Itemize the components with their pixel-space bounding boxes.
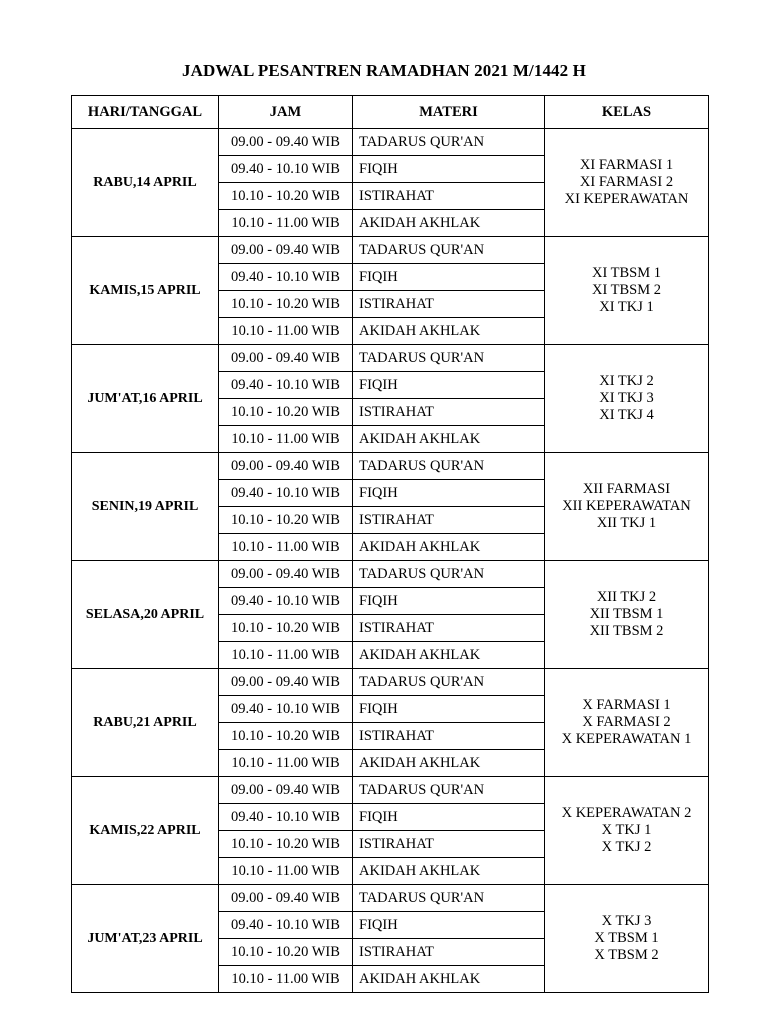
table-row xyxy=(72,453,709,480)
class-name: XII TBSM 2 xyxy=(589,623,664,639)
subject-cell: ISTIRAHAT xyxy=(353,291,545,318)
time-cell: 10.10 - 11.00 WIB xyxy=(219,858,353,885)
time-cell: 09.00 - 09.40 WIB xyxy=(219,777,353,804)
table-row xyxy=(72,561,709,588)
subject-cell: ISTIRAHAT xyxy=(353,507,545,534)
subject-cell: ISTIRAHAT xyxy=(353,723,545,750)
subject-cell: ISTIRAHAT xyxy=(353,183,545,210)
day-cell: JUM'AT,16 APRIL xyxy=(72,345,219,453)
class-name: X FARMASI 2 xyxy=(582,714,671,730)
time-cell: 10.10 - 11.00 WIB xyxy=(219,642,353,669)
time-cell: 10.10 - 11.00 WIB xyxy=(219,318,353,345)
table-row xyxy=(72,669,709,696)
subject-cell: FIQIH xyxy=(353,804,545,831)
subject-cell: TADARUS QUR'AN xyxy=(353,885,545,912)
day-cell: SELASA,20 APRIL xyxy=(72,561,219,669)
day-cell: RABU,21 APRIL xyxy=(72,669,219,777)
time-cell: 10.10 - 10.20 WIB xyxy=(219,615,353,642)
table-row xyxy=(72,237,709,264)
class-name: XII TKJ 1 xyxy=(596,515,657,531)
time-cell: 10.10 - 11.00 WIB xyxy=(219,750,353,777)
subject-cell: FIQIH xyxy=(353,264,545,291)
time-cell: 10.10 - 11.00 WIB xyxy=(219,210,353,237)
subject-cell: ISTIRAHAT xyxy=(353,615,545,642)
table-row xyxy=(72,885,709,912)
class-name: XII TKJ 2 xyxy=(596,589,657,605)
subject-cell: AKIDAH AKHLAK xyxy=(353,750,545,777)
class-cell xyxy=(545,777,709,885)
day-cell: SENIN,19 APRIL xyxy=(72,453,219,561)
subject-cell: TADARUS QUR'AN xyxy=(353,453,545,480)
time-cell: 10.10 - 11.00 WIB xyxy=(219,426,353,453)
class-name: XI TBSM 2 xyxy=(591,282,662,298)
subject-cell: TADARUS QUR'AN xyxy=(353,237,545,264)
header-time: JAM xyxy=(219,96,353,129)
class-name: XII TBSM 1 xyxy=(589,606,664,622)
time-cell: 10.10 - 10.20 WIB xyxy=(219,507,353,534)
day-cell: RABU,14 APRIL xyxy=(72,129,219,237)
class-cell xyxy=(545,885,709,993)
subject-cell: ISTIRAHAT xyxy=(353,399,545,426)
subject-cell: TADARUS QUR'AN xyxy=(353,345,545,372)
subject-cell: ISTIRAHAT xyxy=(353,831,545,858)
time-cell: 09.00 - 09.40 WIB xyxy=(219,561,353,588)
subject-cell: FIQIH xyxy=(353,588,545,615)
subject-cell: FIQIH xyxy=(353,156,545,183)
subject-cell: AKIDAH AKHLAK xyxy=(353,426,545,453)
subject-cell: ISTIRAHAT xyxy=(353,939,545,966)
time-cell: 10.10 - 10.20 WIB xyxy=(219,723,353,750)
subject-cell: FIQIH xyxy=(353,480,545,507)
class-name: XII FARMASI xyxy=(582,481,671,497)
subject-cell: TADARUS QUR'AN xyxy=(353,669,545,696)
class-name: X TBSM 2 xyxy=(594,947,659,963)
time-cell: 10.10 - 10.20 WIB xyxy=(219,183,353,210)
subject-cell: TADARUS QUR'AN xyxy=(353,129,545,156)
subject-cell: FIQIH xyxy=(353,912,545,939)
time-cell: 09.00 - 09.40 WIB xyxy=(219,237,353,264)
time-cell: 09.40 - 10.10 WIB xyxy=(219,588,353,615)
subject-cell: FIQIH xyxy=(353,372,545,399)
schedule-body xyxy=(72,129,709,993)
document-title: JADWAL PESANTREN RAMADHAN 2021 M/1442 H xyxy=(182,61,586,80)
subject-cell: AKIDAH AKHLAK xyxy=(353,858,545,885)
class-cell xyxy=(545,345,709,453)
time-cell: 09.00 - 09.40 WIB xyxy=(219,669,353,696)
class-cell xyxy=(545,129,709,237)
class-name: XII KEPERAWATAN xyxy=(562,498,691,514)
subject-cell: TADARUS QUR'AN xyxy=(353,561,545,588)
class-name: XI FARMASI 2 xyxy=(579,174,674,190)
time-cell: 10.10 - 10.20 WIB xyxy=(219,831,353,858)
day-cell: KAMIS,22 APRIL xyxy=(72,777,219,885)
header-subject: MATERI xyxy=(353,96,545,129)
class-name: XI TBSM 1 xyxy=(591,265,662,281)
time-cell: 10.10 - 10.20 WIB xyxy=(219,291,353,318)
table-row xyxy=(72,777,709,804)
time-cell: 09.40 - 10.10 WIB xyxy=(219,696,353,723)
time-cell: 09.40 - 10.10 WIB xyxy=(219,372,353,399)
time-cell: 10.10 - 11.00 WIB xyxy=(219,966,353,993)
schedule-table xyxy=(71,95,709,993)
day-cell: JUM'AT,23 APRIL xyxy=(72,885,219,993)
class-name: XI TKJ 4 xyxy=(599,407,654,423)
class-cell xyxy=(545,237,709,345)
subject-cell: AKIDAH AKHLAK xyxy=(353,642,545,669)
time-cell: 09.00 - 09.40 WIB xyxy=(219,453,353,480)
time-cell: 09.40 - 10.10 WIB xyxy=(219,480,353,507)
class-name: XI FARMASI 1 xyxy=(579,157,674,173)
subject-cell: TADARUS QUR'AN xyxy=(353,777,545,804)
class-cell xyxy=(545,561,709,669)
header-row xyxy=(72,96,709,129)
time-cell: 09.00 - 09.40 WIB xyxy=(219,885,353,912)
header-class: KELAS xyxy=(545,96,709,129)
class-name: X TKJ 2 xyxy=(601,839,652,855)
time-cell: 09.40 - 10.10 WIB xyxy=(219,156,353,183)
subject-cell: AKIDAH AKHLAK xyxy=(353,318,545,345)
class-cell xyxy=(545,669,709,777)
subject-cell: AKIDAH AKHLAK xyxy=(353,210,545,237)
subject-cell: AKIDAH AKHLAK xyxy=(353,966,545,993)
class-name: XI TKJ 1 xyxy=(599,299,654,315)
time-cell: 09.00 - 09.40 WIB xyxy=(219,345,353,372)
class-name: X TBSM 1 xyxy=(594,930,659,946)
class-name: XI KEPERAWATAN xyxy=(564,191,689,207)
time-cell: 09.00 - 09.40 WIB xyxy=(219,129,353,156)
class-name: X KEPERAWATAN 1 xyxy=(561,731,692,747)
class-name: XI TKJ 3 xyxy=(599,390,654,406)
time-cell: 09.40 - 10.10 WIB xyxy=(219,264,353,291)
subject-cell: AKIDAH AKHLAK xyxy=(353,534,545,561)
time-cell: 09.40 - 10.10 WIB xyxy=(219,804,353,831)
time-cell: 10.10 - 10.20 WIB xyxy=(219,399,353,426)
day-cell: KAMIS,15 APRIL xyxy=(72,237,219,345)
class-name: XI TKJ 2 xyxy=(599,373,654,389)
table-row xyxy=(72,129,709,156)
time-cell: 10.10 - 11.00 WIB xyxy=(219,534,353,561)
class-name: X FARMASI 1 xyxy=(582,697,671,713)
subject-cell: FIQIH xyxy=(353,696,545,723)
class-name: X TKJ 1 xyxy=(601,822,652,838)
class-name: X KEPERAWATAN 2 xyxy=(561,805,692,821)
class-name: X TKJ 3 xyxy=(601,913,652,929)
time-cell: 10.10 - 10.20 WIB xyxy=(219,939,353,966)
class-cell xyxy=(545,453,709,561)
table-row xyxy=(72,345,709,372)
header-day: HARI/TANGGAL xyxy=(72,96,219,129)
time-cell: 09.40 - 10.10 WIB xyxy=(219,912,353,939)
